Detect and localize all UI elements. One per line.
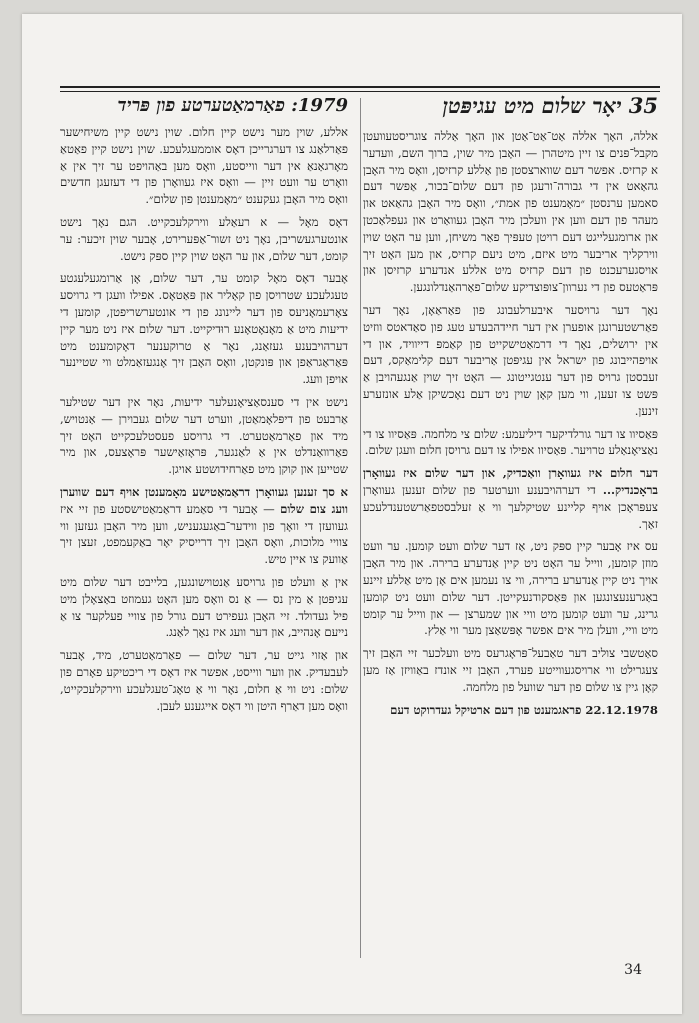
source-signature: 22.12.1978 פראגמענט פון דעם ארטיקל געדרוקט דעם [390, 702, 658, 717]
right-column [363, 93, 658, 724]
right-article-title: 35 יאָר שלום מיט עגיפּטן [442, 93, 658, 118]
paragraph: אללע, שוין מער נישט קיין חלום. שוין נישט קיין משיחישער פאַרלאַנג צו דערגרייכן דאָס אוממעגלעכע. שוין נישט קיין פאַטאַ מאָרגאַנאַ אין דער ווייסטע, וואָס מען באַהויפט ער זיך אין אַ וואָרט ער וועט זיין — וואָס איז געוואָרן פון די דעזעגן חדשים וואָס מיר האָבן געקענט ״מאָמענטן פון שלום״. [60, 125, 348, 207]
column-divider [360, 98, 361, 958]
paragraph: אָבער דאָס מאָל קומט ער, דער שלום, אָן אַרומגעלעגטע טעגלעכע שטרויסן פון קאָליר און פּאַטאָס. אפילו וועגן די גרויסע צאָרעמאָניעס פון דער ליינונג פון די אונטערשריפטן, קומען די ידיעות מיט אַ מאָנאָטאָנע רוּדיקייט. דער שלום איז ניט מער קיין דערהויבענע געזאַנג, נאָר אַ טרוקענער דאָקומענט מיט פּאַראַגראַפן און פּונקטן, וואָס האָבן זיך אָנגעזאַמלט ווי שטיינער אויפן וועג. [60, 271, 348, 387]
lead-rest: די דערהויבענע ווערטער פון שלום זענען געוואָרן צעפּראָכן אויף קליינע שטיקלעך ווי אַ זעלבסטפאַרשטענדלעכע זאַך. [363, 482, 658, 531]
paragraph-bold-lead [363, 465, 658, 532]
paragraph: סאַטשבי צוליב דער טאַבעל־פּראָגרעס מיט וועלכער זיי האָבן זיך צעגרילט ווי ארויסגעווייטע פערד, האָבן זיי אונדז באַוויזן אַז מען קאָן גיין צו שלום פון דער שוועל פון מלחמה. [363, 646, 658, 694]
paragraph: אין אַ וועלט פון גרויסע אַנטוישונגען, בלייבט דער שלום מיט עגיפּטן אַ מין נס — אַ נס וואָס מען האָט געמוזט באַצאָלן מיט פיל געדולד. זיי האָבן געפירט דעם גורל פון צוויי פעלקער צו אַ נייעם אָנהייב, און דער וועג איז נאָך לאַנג. [60, 574, 348, 640]
paragraph: פּאַסיוו צו דער גורלדיקער דיליעמע: שלום צי מלחמה. פּאַסיוו צו די נאַציאָנאַלע טרויער. פּאַסיוו אפילו צו דעם גרויסן חלום וועגן שלום. [363, 426, 658, 458]
bold-lead: א סך זענען געוואָרן דראַמאַטישע מאָמענטן אויף דעם שווערן וועג צום שלום [60, 484, 348, 516]
paragraph: נישט אין די סענסאַציאָנעלער ידיעות, נאָר אין דער שטילער אַרבעט פון דיפּלאָמאַטן, ווערט דער שלום געבוירן — אַנטויש, מיד און פאַרמאַטערט. די גרויסע פעסטלעכקייט האָט זיך פאַרוואַנדלט אין אַ לאַנגער, פּראָזאַישער פּראָצעס, און מיר שטייען און קוקן מיט פאַרחידושטע אויגן. [60, 394, 348, 477]
paragraph: אללה, האָך אללה אַט־אַט־אַטן און האָך אַללה צוגריסטעוועטן מקבל־פּנים צו זיין מיטהרן — האָבן מיר שוין, ברוך השם, וועדער א קרזיס. אפשר דעם שווארצסטן פון אַללע קרזיסן, וואָס מיר האָבן גהאַאט אין די גבורה־ורעגן פון דעם שלום־בכור, אַפשר דעם סאמען ערנסטן ״מאָמענט פון אמת״, וואָס מיר האָבן גהאַאט און מעהר פון דעם ווען אין וועלכן מיר האָבן געוואַרט און געפלאַכטן און ארומגעלייגט דעם רויטן טעפּיך פאַר משיחן, ווען ער האָט שוין ווירקליך אריבער מיט איזם, מיט ניעם קרזיס, און מען האָט זיך אויסגערעכנט פון דעם קרזיס מיט אללע אנדערע קרזיסן און פּראַטעס פון די נערוון־צופּוצדיקע שלום־פאַרהאַנדלונגען. [363, 129, 658, 295]
page-number: 34 [624, 962, 642, 978]
paragraph: און אַזוי גייט ער, דער שלום — פאַרמאַטערט, מיד, אָבער לעבעדיק. און ווער ווייסט, אפשר איז דאָס די ריכטיקע פאָרם פון שלום: ניט ווי אַ חלום, נאָר ווי אַ טאָג־טעגלעכע ווירקלעכקייט, וואָס מען דאַרף היטן ווי דאָס אייגענע לעבן. [60, 648, 348, 713]
paragraph: דאָס מאָל — א רעאַלע ווירקלעכקייט. הגם נאָך נישט אונטערגעשריבן, נאָך ניט זשור־אַפּערירט, אָבער שוין זיכער: ער קומט, דער שלום, און ער האָט שוין קיין ספּק נישט. [60, 214, 348, 263]
lead-rest: — אָבער די סאַמע דראַמאַטישסטע פון זיי איז געוועזן די וואָך פון ווידער־באַגעגעניש, ווען מיר האָבן געזען ווי צוויי מלוכות, וואָס האָבן זיך דרייסיק יאָר באַקעמפט, זעצן זיך אַוועק צו איין טיש. [60, 501, 348, 567]
paragraph-bold-lead [60, 484, 348, 568]
paragraph: עס איז אָבער קיין ספּק ניט, אַז דער שלום וועט קומען. ער וועט מוזן קומען, ווייל ער האָט ניט קיין אַנדערע ברירה. און מיר האָבן אויך ניט קיין אַנדערע ברירה, ווי צו נעמען אים אָן מיט אַללע זיינע באַגרענעצונגען און פּאַסקודנעקייטן. דער שלום וועט ניט קומען גרינג, ער וועט קומען מיט וויי און שמערצן — און ווייל ער קומט מיט וויי, וועלן מיר אים אפשר אָפּשאַצן מער ווי אַלץ. [363, 539, 658, 638]
left-column [60, 95, 348, 720]
paragraph: נאָך דער גרויסער איבערלעבונג פון פאַראַאָן, נאָך דער פאַרשטערונגן אופערן אין דער חיידהבעדע טעג פון סאַדאטס ווזיט אין ירושלים, נאָך די דרמאַטישקייט פון קאַמפּ דייוויד, און די אויפהייבונג פון ישראל אין עגיפּטן אַריבער דעם קלימאַקס, דעם זעבסטן גרויס פון דער ענטגייטונג — האָט זיך שוין אַנגעהויבן אַ פּשט צו זעען, ווי מען קאָן שוין ניט דעם נאָכשיקן אַלע אונזערע זינען. [363, 302, 658, 418]
document-page [22, 14, 682, 1014]
bold-lead: דער חלום איז געוואָרן וואַכדיק, און דער שלום איז געוואָרן בראָכנדיק... [363, 466, 658, 497]
left-article-title: 1979: פאַרמאַטערטע פון פּריד [117, 95, 348, 116]
header-rule [60, 86, 660, 88]
